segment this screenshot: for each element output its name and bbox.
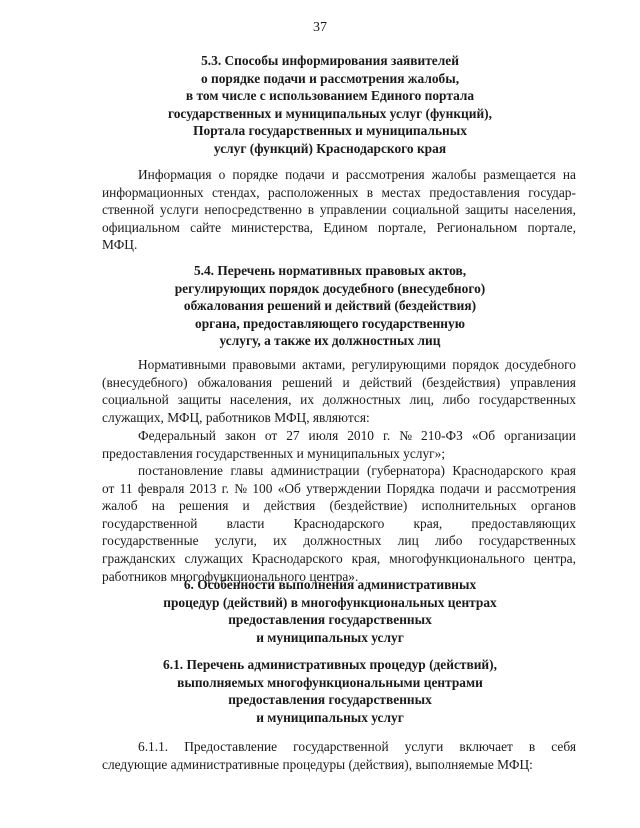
word: и xyxy=(242,498,250,514)
word: государ- xyxy=(528,184,576,200)
word: населения, xyxy=(229,392,292,408)
line-text: официальном xyxy=(102,219,180,235)
heading-line: органа, предоставляющего государственную xyxy=(195,315,465,331)
heading-line: услугу, а также их должностных лиц xyxy=(219,333,441,349)
heading-line: и муниципальных услуг xyxy=(256,629,404,645)
word: лиц, xyxy=(409,392,434,408)
word: служащих xyxy=(184,550,244,566)
word: «Об xyxy=(471,428,496,443)
word: в xyxy=(366,184,374,200)
section-5-4-paragraph-3 xyxy=(102,462,576,585)
word: стендах, xyxy=(211,184,260,200)
line-text: ственной xyxy=(102,202,155,218)
word: порядок xyxy=(452,357,500,372)
word: рассмотрения xyxy=(497,480,576,496)
word: их xyxy=(300,392,315,408)
heading-line: предоставления государственных xyxy=(228,612,432,628)
word: утверждении xyxy=(306,480,382,496)
word: главы xyxy=(230,463,264,478)
paragraph-line xyxy=(102,201,576,219)
word: порядке xyxy=(232,167,279,182)
word: управления xyxy=(510,374,576,390)
line-text: Федеральный xyxy=(138,428,216,443)
section-6-1-heading xyxy=(100,656,560,726)
word: себя xyxy=(551,739,576,754)
heading-line: 6.1. Перечень административных процедур (действий), xyxy=(163,657,497,672)
section-5-3-paragraph xyxy=(102,166,576,254)
word: расположенных xyxy=(268,184,359,200)
word: должностных xyxy=(322,392,401,408)
paragraph-line xyxy=(102,738,576,756)
word: услуги, xyxy=(214,533,257,549)
heading-line: Портала государственных и муниципальных xyxy=(193,123,467,139)
word: многофункционального xyxy=(389,550,525,566)
word: регулирующими xyxy=(351,357,447,372)
word: местах xyxy=(381,184,421,200)
line-text: государственной xyxy=(102,515,198,531)
paragraph-line xyxy=(102,166,576,184)
word: портале, xyxy=(527,219,576,235)
word: органов xyxy=(530,498,576,514)
word: «Об xyxy=(277,480,301,496)
word: (бездействия) xyxy=(422,374,501,390)
line-text: Информация xyxy=(138,167,212,182)
paragraph-line xyxy=(102,391,576,409)
word: в xyxy=(307,202,315,218)
word: центра, xyxy=(533,550,576,566)
word: края xyxy=(550,463,576,478)
word: Краснодарского xyxy=(452,463,544,478)
word: на xyxy=(562,167,576,182)
word: (бездействие) xyxy=(329,498,408,514)
word: Предоставление xyxy=(184,739,278,754)
word: услуги xyxy=(159,202,199,218)
paragraph-line: следующие административные процедуры (действия), выполняемые МФЦ: xyxy=(102,756,533,772)
line-text: от xyxy=(102,480,115,496)
word: подачи xyxy=(285,167,325,182)
word: г. xyxy=(382,428,391,443)
word: защиты xyxy=(464,202,509,218)
word: либо xyxy=(435,533,463,549)
word: действий xyxy=(359,374,413,390)
heading-line: о порядке подачи и рассмотрения жалобы, xyxy=(200,70,460,86)
word: 100 xyxy=(252,480,273,496)
paragraph-line xyxy=(102,356,576,374)
word: предоставления xyxy=(429,184,520,200)
word: включает xyxy=(459,739,513,754)
line-text: (внесудебного) xyxy=(102,374,188,390)
word: о xyxy=(218,167,226,182)
line-text: 6.1.1. xyxy=(138,739,169,754)
paragraph-line xyxy=(102,184,576,202)
heading-line: процедур (действий) в многофункциональных центрах xyxy=(163,594,497,610)
heading-line: обжалования решений и действий (бездействия) xyxy=(183,298,477,314)
word: правовыми xyxy=(232,357,296,372)
word: и xyxy=(484,480,492,496)
word: сайте xyxy=(190,219,222,235)
paragraph-line xyxy=(102,462,576,480)
word: г. xyxy=(221,480,230,496)
word: № xyxy=(399,428,413,443)
word: актами, xyxy=(302,357,346,372)
paragraph-line xyxy=(102,219,576,237)
heading-line: предоставления государственных xyxy=(228,692,432,708)
word: лиц xyxy=(397,533,419,549)
heading-line: и муниципальных услуг xyxy=(256,709,404,725)
heading-line: 5.3. Способы информирования заявителей xyxy=(201,53,459,68)
heading-line: в том числе с использованием Единого портала xyxy=(185,88,475,104)
word: подачи xyxy=(439,480,480,496)
line-text: государственные xyxy=(102,533,199,549)
word: края, xyxy=(351,550,381,566)
word: февраля xyxy=(137,480,185,496)
word: от xyxy=(264,428,278,443)
word: № xyxy=(234,480,248,496)
paragraph-line xyxy=(102,497,576,515)
word: портале, xyxy=(377,219,427,235)
paragraph-line xyxy=(102,550,576,568)
word: края, xyxy=(413,515,443,531)
word: должностных xyxy=(303,533,382,549)
word: населения, xyxy=(514,202,576,218)
word: 11 xyxy=(119,480,133,496)
heading-line: выполняемых многофункциональными центрами xyxy=(177,674,483,690)
word: июля xyxy=(308,428,339,443)
section-6-1-paragraph xyxy=(102,738,576,773)
line-text: гражданских xyxy=(102,550,176,566)
word: и xyxy=(331,167,339,182)
paragraph-line: предоставления государственных и муниципальных услуг»; xyxy=(102,445,446,461)
paragraph-line xyxy=(102,374,576,392)
word: услуги xyxy=(404,739,444,754)
line-text: жалоб xyxy=(102,498,138,514)
word: решения xyxy=(178,498,229,514)
word: либо xyxy=(442,392,470,408)
word: исполнительных xyxy=(421,498,517,514)
section-5-4-paragraph-2 xyxy=(102,427,576,462)
word: Краснодарского xyxy=(293,515,385,531)
word: 2010 xyxy=(347,428,374,443)
section-5-3-heading xyxy=(100,52,560,158)
word: Краснодарского xyxy=(251,550,343,566)
word: решений xyxy=(282,374,333,390)
section-6-heading xyxy=(100,576,560,646)
word: размещается xyxy=(483,167,556,182)
paragraph-line xyxy=(102,515,576,533)
word: 210-ФЗ xyxy=(421,428,463,443)
heading-line: регулирующих порядок досудебного (внесудебного) xyxy=(174,280,486,296)
word: Едином xyxy=(323,219,368,235)
word: администрации xyxy=(270,463,360,478)
word: и xyxy=(342,374,350,390)
word: Порядка xyxy=(386,480,435,496)
word: обжалования xyxy=(197,374,273,390)
word: 2013 xyxy=(189,480,217,496)
word: (губернатора) xyxy=(366,463,445,478)
word: предоставляющих xyxy=(471,515,576,531)
word: государственных xyxy=(478,533,576,549)
word: социальной xyxy=(392,202,460,218)
word: государственных xyxy=(478,392,576,408)
word: министерства, xyxy=(231,219,314,235)
line-text: информационных xyxy=(102,184,204,200)
word: государственной xyxy=(293,739,389,754)
heading-line: государственных и муниципальных услуг (функций), xyxy=(167,105,492,121)
word: в xyxy=(528,739,536,754)
word: непосредственно xyxy=(204,202,302,218)
word: организации xyxy=(503,428,576,443)
word: досудебного xyxy=(505,357,576,372)
line-text: социальной xyxy=(102,392,169,408)
word: власти xyxy=(226,515,265,531)
paragraph-line: служащих, МФЦ, работников МФЦ, являются: xyxy=(102,409,370,425)
word: защиты xyxy=(177,392,222,408)
paragraph-line xyxy=(102,532,576,550)
word: действия xyxy=(263,498,316,514)
page-number: 37 xyxy=(313,20,327,35)
word: на xyxy=(151,498,165,514)
line-text: Нормативными xyxy=(138,357,226,372)
word: рассмотрения xyxy=(345,167,425,182)
word: жалобы xyxy=(431,167,477,182)
line-text: постановление xyxy=(138,463,224,478)
heading-line: 6. Особенности выполнения административных xyxy=(183,577,477,592)
section-5-4-paragraph-1 xyxy=(102,356,576,426)
paragraph-line xyxy=(102,427,576,445)
heading-line: 5.4. Перечень нормативных правовых актов, xyxy=(193,263,467,278)
word: их xyxy=(273,533,288,549)
word: Региональном xyxy=(436,219,518,235)
word: закон xyxy=(224,428,256,443)
heading-line: услуг (функций) Краснодарского края xyxy=(213,140,447,156)
paragraph-line xyxy=(102,480,576,498)
section-5-4-heading xyxy=(100,262,560,350)
paragraph-line: работников многофункционального центра». xyxy=(102,568,359,584)
paragraph-line: МФЦ. xyxy=(102,237,138,253)
word: 27 xyxy=(286,428,300,443)
word: управлении xyxy=(319,202,387,218)
